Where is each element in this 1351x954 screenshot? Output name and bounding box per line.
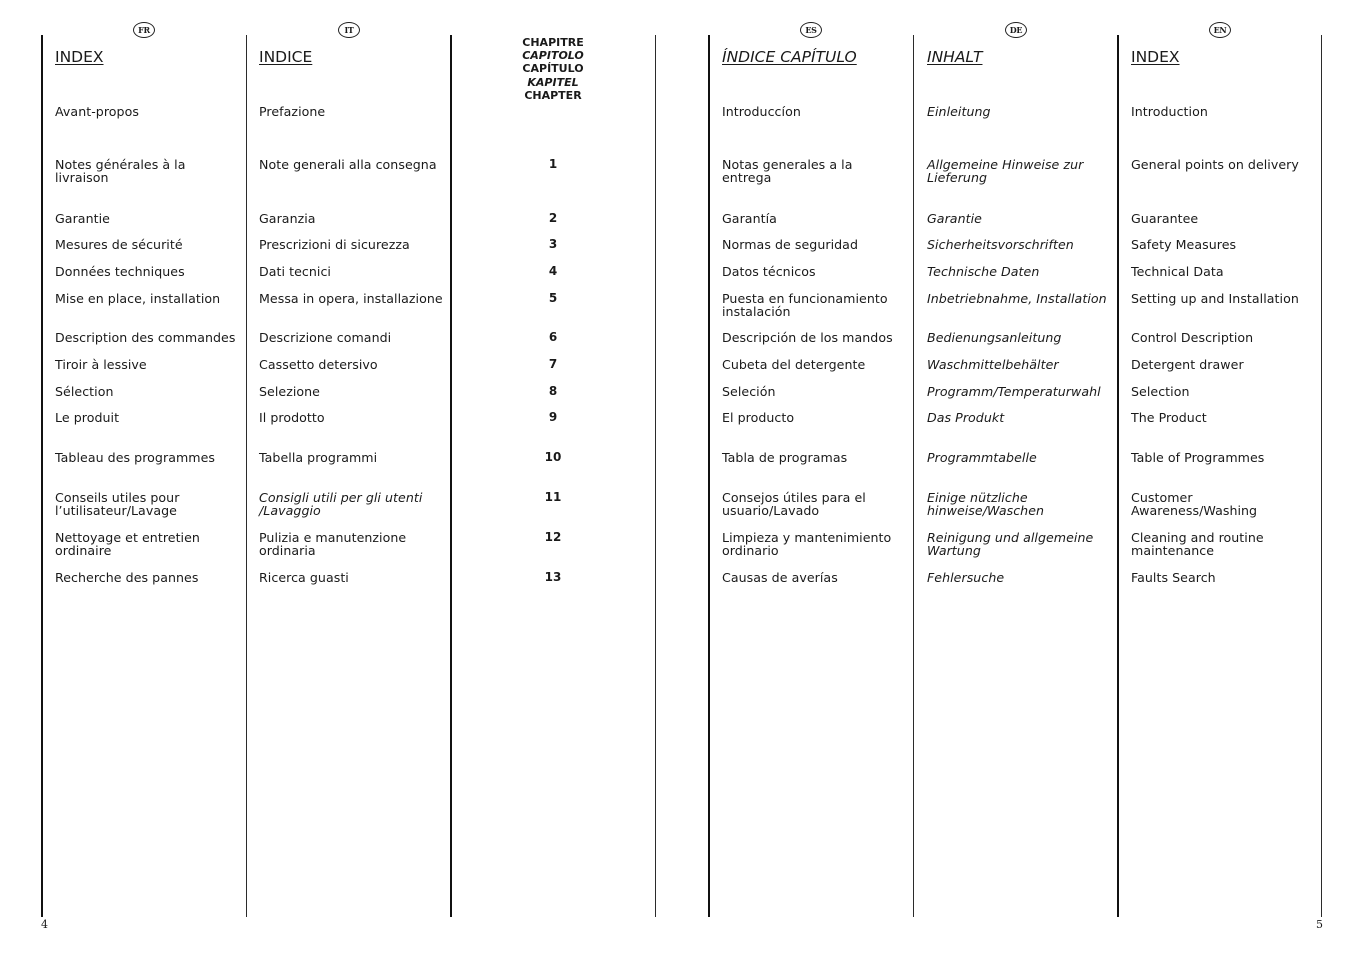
index-entry-it: Prescrizioni di sicurezza [259,237,410,252]
index-entry-fr: Garantie [55,211,110,226]
language-badge-es: ES [800,22,822,38]
index-entry-it: Tabella programmi [259,450,378,465]
heading-fr: INDEX [55,48,104,66]
index-entry-es: Puesta en funcionamiento instalación [722,291,888,320]
index-entry-it: Descrizione comandi [259,330,392,345]
language-badge-en: EN [1209,22,1231,38]
index-entry-es: Causas de averías [722,570,838,585]
chapter-heading-es: CAPÍTULO [522,62,584,76]
index-entry-it: Note generali alla consegna [259,157,437,172]
chapter-number: 2 [548,211,558,225]
index-entry-de: Technische Daten [927,264,1040,279]
index-entry-en: Technical Data [1131,264,1224,279]
index-entry-it: Ricerca guasti [259,570,349,585]
index-entry-it: Dati tecnici [259,264,331,279]
index-entry-en: Setting up and Installation [1131,291,1299,306]
index-entry-it: Garanzia [259,211,316,226]
column-rule [41,35,43,917]
index-entry-fr: Le produit [55,410,120,425]
index-entry-en: Detergent drawer [1131,357,1244,372]
index-entry-en: Introduction [1131,104,1208,119]
chapter-number: 1 [548,157,558,171]
chapter-number: 12 [544,530,562,544]
chapter-heading-fr: CHAPITRE [522,36,584,49]
index-entry-en: Faults Search [1131,570,1216,585]
language-badge-fr: FR [133,22,155,38]
heading-en: INDEX [1131,48,1180,66]
index-entry-en: General points on delivery [1131,157,1299,172]
chapter-number: 13 [544,570,562,584]
column-rule [913,35,914,917]
index-entry-en: Guarantee [1131,211,1199,226]
column-rule [1117,35,1119,917]
index-entry-it: Messa in opera, installazione [259,291,443,306]
language-badge-it: IT [338,22,360,38]
index-entry-it: Cassetto detersivo [259,357,378,372]
chapter-heading-en: CHAPTER [524,88,582,102]
index-entry-es: Garantía [722,211,777,226]
index-entry-es: Normas de seguridad [722,237,858,252]
index-entry-fr: Sélection [55,384,114,399]
chapter-heading-de: KAPITEL [527,75,579,89]
index-entry-fr: Notes générales à la livraison [55,157,186,186]
index-entry-es: Cubeta del detergente [722,357,866,372]
index-entry-es: Descripción de los mandos [722,330,893,345]
index-entry-de: Inbetriebnahme, Installation [927,291,1107,306]
index-entry-fr: Données techniques [55,264,185,279]
index-entry-es: Limpieza y mantenimiento ordinario [722,530,892,559]
index-entry-de: Sicherheitsvorschriften [927,237,1074,252]
column-rule [708,35,710,917]
index-entry-de: Programm/Temperaturwahl [927,384,1101,399]
index-entry-es: Consejos útiles para el usuario/Lavado [722,490,866,519]
index-entry-es: El producto [722,410,795,425]
chapter-number: 5 [548,291,558,305]
chapter-heading-it: CAPITOLO [522,49,584,63]
chapter-number: 4 [548,264,558,278]
index-entry-it: Consigli utili per gli utenti /Lavaggio [259,490,423,519]
language-badge-de: DE [1005,22,1027,38]
chapter-number: 8 [548,384,558,398]
index-entry-fr: Recherche des pannes [55,570,199,585]
index-entry-en: Table of Programmes [1131,450,1265,465]
index-entry-fr: Tableau des programmes [55,450,216,465]
chapter-heading [503,36,603,102]
index-entry-es: Notas generales a la entrega [722,157,853,186]
index-entry-de: Das Produkt [927,410,1005,425]
index-entry-en: Customer Awareness/Washing [1131,490,1258,519]
index-entry-de: Allgemeine Hinweise zur Lieferung [927,157,1084,186]
heading-de: INHALT [927,48,983,66]
page-number-right: 5 [1316,918,1323,931]
index-entry-en: Safety Measures [1131,237,1237,252]
index-entry-de: Waschmittelbehälter [927,357,1059,372]
index-entry-it: Pulizia e manutenzione ordinaria [259,530,407,559]
index-entry-es: Seleción [722,384,776,399]
index-entry-de: Einige nützliche hinweise/Waschen [927,490,1045,519]
index-entry-it: Selezione [259,384,320,399]
index-entry-es: Tabla de programas [722,450,848,465]
index-entry-de: Einleitung [927,104,991,119]
column-rule [655,35,656,917]
index-entry-it: Il prodotto [259,410,325,425]
index-entry-en: Selection [1131,384,1190,399]
index-entry-it: Prefazione [259,104,326,119]
index-entry-de: Garantie [927,211,982,226]
index-entry-en: The Product [1131,410,1207,425]
index-entry-fr: Mesures de sécurité [55,237,183,252]
chapter-number: 10 [544,450,562,464]
column-rule [1321,35,1322,917]
index-entry-en: Control Description [1131,330,1254,345]
index-entry-fr: Nettoyage et entretien ordinaire [55,530,200,559]
chapter-number: 11 [544,490,562,504]
index-entry-fr: Conseils utiles pour l’utilisateur/Lavage [55,490,180,519]
index-entry-es: Datos técnicos [722,264,816,279]
chapter-number: 7 [548,357,558,371]
index-entry-de: Programmtabelle [927,450,1037,465]
index-entry-fr: Mise en place, installation [55,291,221,306]
index-entry-es: Introduccíon [722,104,801,119]
index-entry-de: Reinigung und allgemeine Wartung [927,530,1094,559]
heading-es: ÍNDICE CAPÍTULO [722,48,857,66]
index-entry-en: Cleaning and routine maintenance [1131,530,1264,559]
heading-it: INDICE [259,48,313,66]
page-number-left: 4 [41,918,48,931]
column-rule [246,35,247,917]
chapter-number: 3 [548,237,558,251]
column-rule [450,35,452,917]
chapter-number: 6 [548,330,558,344]
chapter-number: 9 [548,410,558,424]
index-entry-de: Bedienungsanleitung [927,330,1062,345]
index-entry-fr: Description des commandes [55,330,236,345]
index-entry-fr: Tiroir à lessive [55,357,147,372]
index-entry-fr: Avant-propos [55,104,139,119]
index-entry-de: Fehlersuche [927,570,1005,585]
